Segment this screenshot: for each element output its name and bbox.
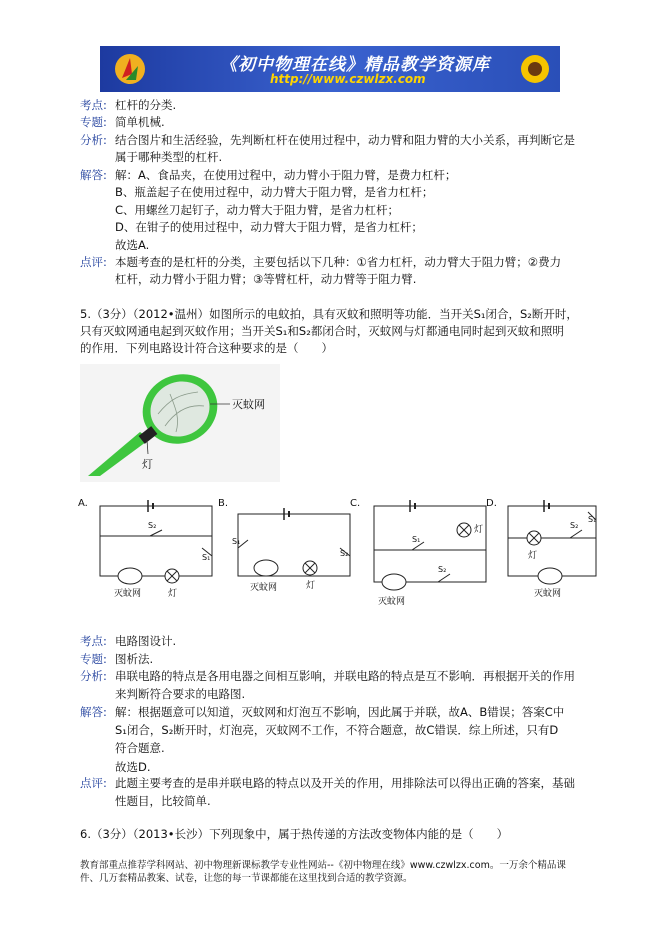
switch-label: S₂ xyxy=(438,565,447,574)
kaodian-text: 杠杆的分类. xyxy=(115,98,177,112)
option-c-label[interactable]: C. xyxy=(350,498,361,509)
jieda-line: 解：A、食品夹，在使用过程中，动力臂小于阻力臂，是费力杠杆； xyxy=(115,168,457,182)
photo-label-lamp: 灯 xyxy=(142,458,153,471)
q6-stem: 6.（3分）（2013•长沙）下列现象中，属于热传递的方法改变物体内能的是（ ） xyxy=(80,827,509,841)
option-d-label[interactable]: D. xyxy=(486,498,497,509)
fenxi-label: 分析: xyxy=(80,133,107,147)
dianping-label: 点评: xyxy=(80,255,107,269)
fenxi-line: 来判断符合要求的电路图. xyxy=(115,687,246,701)
q5-stem-line: 只有灭蚊网通电起到灭蚊作用；当开关S₁和S₂都闭合时，灭蚊网与灯都通电同时起到灭蚊和照明 xyxy=(80,324,564,338)
jieda-line: B、瓶盖起子在使用过程中，动力臂大于阻力臂，是省力杠杆； xyxy=(115,185,434,199)
page-footer xyxy=(80,859,590,885)
lamp-label: 灯 xyxy=(528,551,538,561)
jieda-line: 故选A. xyxy=(115,238,150,252)
kaodian-label: 考点: xyxy=(80,98,107,112)
site-logo-icon xyxy=(112,52,148,86)
kaodian-text: 电路图设计. xyxy=(115,634,177,648)
switch-label: S₂ xyxy=(148,521,157,530)
fenxi-line: 结合图片和生活经验，先判断杠杆在使用过程中，动力臂和阻力臂的大小关系，再判断它是 xyxy=(115,133,575,147)
jieda-label: 解答: xyxy=(80,705,107,719)
jieda-line: 故选D. xyxy=(115,760,151,774)
swatter-photo xyxy=(80,364,280,482)
jieda-line: 符合题意. xyxy=(115,741,165,755)
dianping-line: 性题目，比较简单. xyxy=(115,794,211,808)
jieda-line: 解：根据题意可以知道，灭蚊网和灯泡互不影响，因此属于并联，故A、B错误；答案C中 xyxy=(115,705,565,719)
jieda-line: C、用螺丝刀起钉子，动力臂大于阻力臂，是省力杠杆； xyxy=(115,203,400,217)
switch-label: S₁ xyxy=(412,535,421,544)
net-label: 灭蚊网 xyxy=(114,589,142,599)
switch-label: S₁ xyxy=(232,537,241,546)
switch-label: S₂ xyxy=(570,521,579,530)
dianping-line: 杠杆，动力臂小于阻力臂；③等臂杠杆，动力臂等于阻力臂. xyxy=(115,272,417,286)
dianping-line: 此题主要考查的是串并联电路的特点以及开关的作用，用排除法可以得出正确的答案，基础 xyxy=(115,776,575,790)
circuit-options xyxy=(78,492,598,622)
photo-label-net: 灭蚊网 xyxy=(232,398,265,411)
footer-line: 件、几万套精品教案、试卷，让您的每一节课都能在这里找到合适的教学资源。 xyxy=(80,873,413,884)
q5-stem-line: 的作用．下列电路设计符合这种要求的是（ ） xyxy=(80,341,333,355)
sunflower-icon xyxy=(518,52,552,86)
switch-label: S₁ xyxy=(202,553,211,562)
zhuanti-label: 专题: xyxy=(80,115,107,129)
jieda-line: S₁闭合，S₂断开时，灯泡亮，灭蚊网不工作，不符合题意，故C错误．综上所述，只有D xyxy=(115,723,559,737)
fenxi-line: 属于哪种类型的杠杆. xyxy=(115,150,223,164)
banner-title: 《初中物理在线》精品教学资源库 xyxy=(220,55,490,75)
net-label: 灭蚊网 xyxy=(378,597,406,607)
net-label: 灭蚊网 xyxy=(250,583,278,593)
swatter-illustration xyxy=(80,364,280,482)
kaodian-label: 考点: xyxy=(80,634,107,648)
dianping-line: 本题考查的是杠杆的分类，主要包括以下几种：①省力杠杆，动力臂大于阻力臂；②费力 xyxy=(115,255,562,269)
lamp-label: 灯 xyxy=(474,525,484,535)
lamp-label: 灯 xyxy=(306,581,316,591)
switch-label: S₂ xyxy=(340,549,349,558)
zhuanti-text: 简单机械. xyxy=(115,115,165,129)
fenxi-label: 分析: xyxy=(80,669,107,683)
option-b-label[interactable]: B. xyxy=(218,498,229,509)
dianping-label: 点评: xyxy=(80,776,107,790)
footer-line: 教育部重点推荐学科网站、初中物理新课标教学专业性网站--《初中物理在线》www.czwlzx.com。一万余个精品课 xyxy=(80,860,566,871)
fenxi-line: 串联电路的特点是各用电器之间相互影响，并联电路的特点是互不影响．再根据开关的作用 xyxy=(115,669,575,683)
q5-stem-line: 5.（3分）（2012•温州）如图所示的电蚊拍，具有灭蚊和照明等功能．当开关S₁闭合，S₂断开时， xyxy=(80,307,578,321)
zhuanti-label: 专题: xyxy=(80,652,107,666)
switch-label: S₁ xyxy=(588,515,597,524)
net-label: 灭蚊网 xyxy=(534,589,562,599)
lamp-label: 灯 xyxy=(168,589,178,599)
banner-url[interactable]: http://www.czwlzx.com xyxy=(270,72,426,86)
jieda-line: D、在钳子的使用过程中，动力臂大于阻力臂，是省力杠杆； xyxy=(115,220,423,234)
zhuanti-text: 图析法. xyxy=(115,652,154,666)
option-a-label[interactable]: A. xyxy=(78,498,88,509)
header-banner xyxy=(100,46,560,92)
jieda-label: 解答: xyxy=(80,168,107,182)
